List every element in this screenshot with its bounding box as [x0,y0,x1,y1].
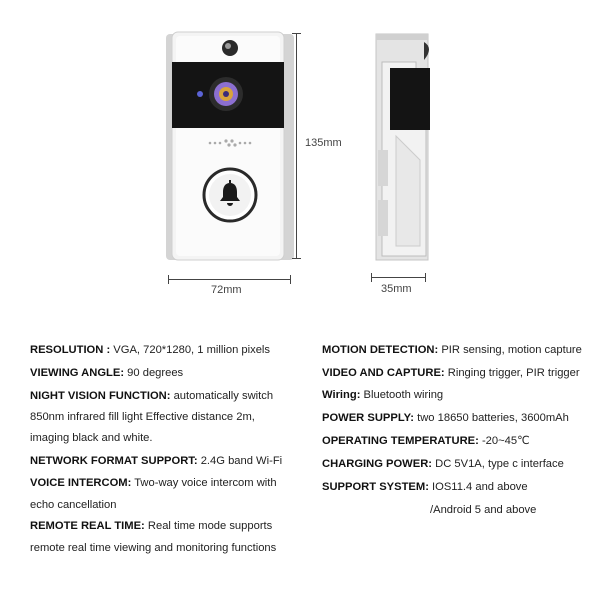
spec-support-system: SUPPORT SYSTEM: IOS11.4 and above [322,481,528,493]
spec-motion-detection: MOTION DETECTION: PIR sensing, motion capture [322,344,582,356]
spec-remote-real-time: REMOTE REAL TIME: Real time mode supports [30,520,273,532]
spec-remote-real-time-line2: remote real time viewing and monitoring functions [30,542,277,554]
spec-night-vision-line2: 850nm infrared fill light Effective distance 2m, [30,411,255,423]
spec-network-format: NETWORK FORMAT SUPPORT: 2.4G band Wi-Fi [30,455,283,467]
height-dimension-label: 135mm [305,137,342,149]
spec-support-system-line2: /Android 5 and above [430,504,537,516]
spec-viewing-angle: VIEWING ANGLE: 90 degrees [30,367,184,379]
spec-voice-intercom: VOICE INTERCOM: Two-way voice intercom with [30,477,277,489]
depth-dimension-line [371,277,426,278]
doorbell-side-view [368,30,443,270]
spec-power-supply: POWER SUPPLY: two 18650 batteries, 3600mAh [322,412,569,424]
spec-operating-temperature: OPERATING TEMPERATURE: -20~45℃ [322,435,530,447]
spec-night-vision-line3: imaging black and white. [30,432,153,444]
width-dimension-line [168,279,291,280]
spec-voice-intercom-line2: echo cancellation [30,499,117,511]
spec-resolution: RESOLUTION : VGA, 720*1280, 1 million pixels [30,344,271,356]
spec-video-capture: VIDEO AND CAPTURE: Ringing trigger, PIR trigger [322,367,580,379]
spec-night-vision: NIGHT VISION FUNCTION: automatically switch [30,390,274,402]
height-dimension-line [296,33,297,258]
spec-charging-power: CHARGING POWER: DC 5V1A, type c interface [322,458,564,470]
depth-dimension-label: 35mm [381,283,412,295]
doorbell-front-view [160,28,300,268]
spec-wiring: Wiring: Bluetooth wiring [322,389,444,401]
width-dimension-label: 72mm [211,284,242,296]
ir-led-icon [197,91,203,97]
side-camera-band [390,68,430,130]
